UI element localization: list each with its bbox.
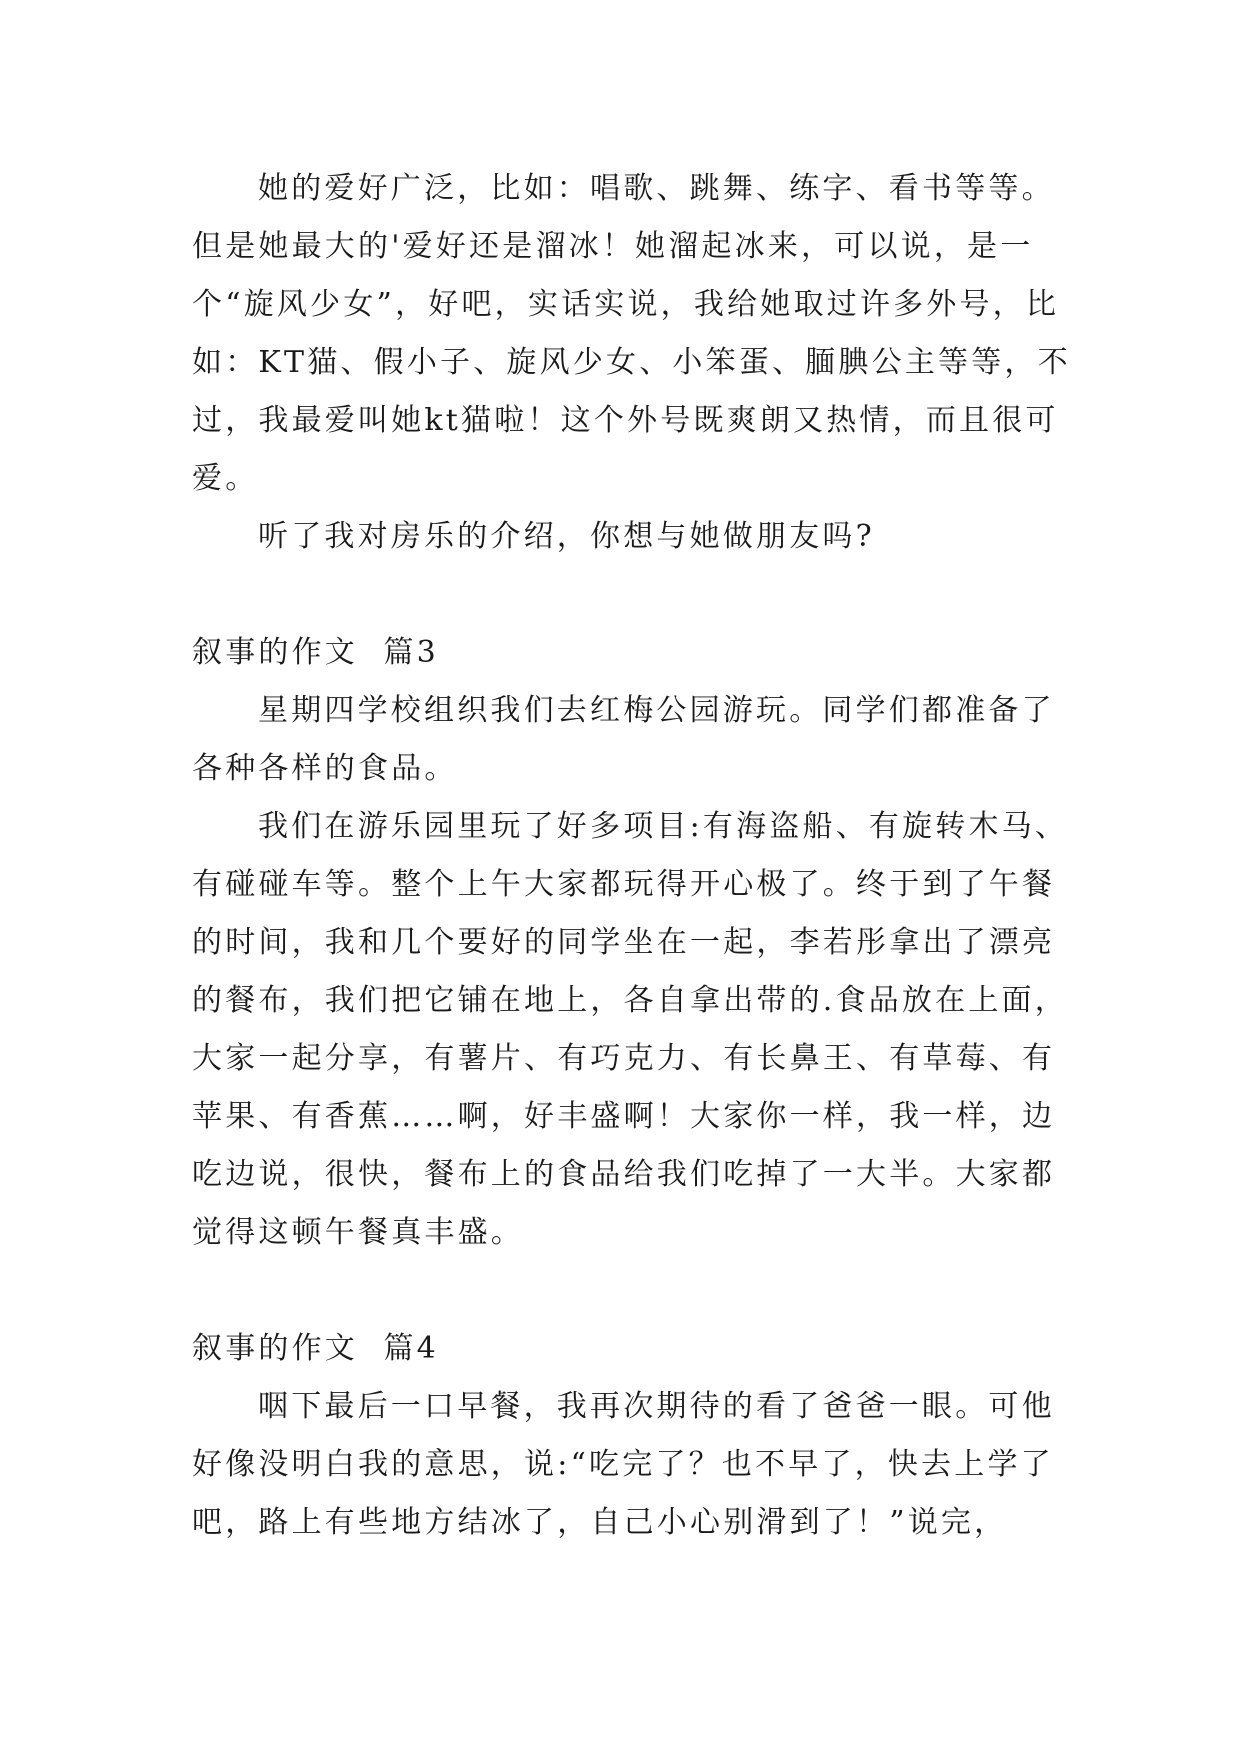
- section-heading-3: 叙事的作文 篇3: [192, 635, 439, 670]
- section-gap: [192, 566, 1072, 624]
- paragraph-park-trip: 星期四学校组织我们去红梅公园游玩。同学们都准备了各种各样的食品。: [192, 693, 1055, 786]
- paragraph-breakfast: 咽下最后一口早餐，我再次期待的看了爸爸一眼。可他好像没明白我的意思，说:“吃完了？也不早了，快去上学了吧，路上有些地方结冰了，自己小心别滑到了！”说完，: [192, 1389, 1055, 1540]
- section-gap: [192, 1262, 1072, 1320]
- paragraph-picnic: 我们在游乐园里玩了好多项目:有海盗船、有旋转木马、有碰碰车等。整个上午大家都玩得开心极了。终于到了午餐的时间，我和几个要好的同学坐在一起，李若彤拿出了漂亮的餐布，我们把它铺在地上，各自拿出带的.食品放在上面，大家一起分享，有薯片、有巧克力、有长鼻王、有草莓、有苹果、有香蕉……啊，好丰盛啊！大家你一样，我一样，边吃边说，很快，餐布上的食品给我们吃掉了一大半。大家都觉得这顿午餐真丰盛。: [192, 809, 1069, 1250]
- paragraph-hobbies: 她的爱好广泛，比如：唱歌、跳舞、练字、看书等等。但是她最大的'爱好还是溜冰！她溜起冰来，可以说，是一个“旋风少女”，好吧，实话实说，我给她取过许多外号，比如：KT猫、假小子、旋风少女、小笨蛋、腼腆公主等等，不过，我最爱叫她kt猫啦！这个外号既爽朗又热情，而且很可爱。: [192, 171, 1071, 496]
- paragraph-closing-question: 听了我对房乐的介绍，你想与她做朋友吗?: [258, 519, 875, 554]
- section-heading-4: 叙事的作文 篇4: [192, 1331, 439, 1366]
- document-body: [192, 160, 1072, 1552]
